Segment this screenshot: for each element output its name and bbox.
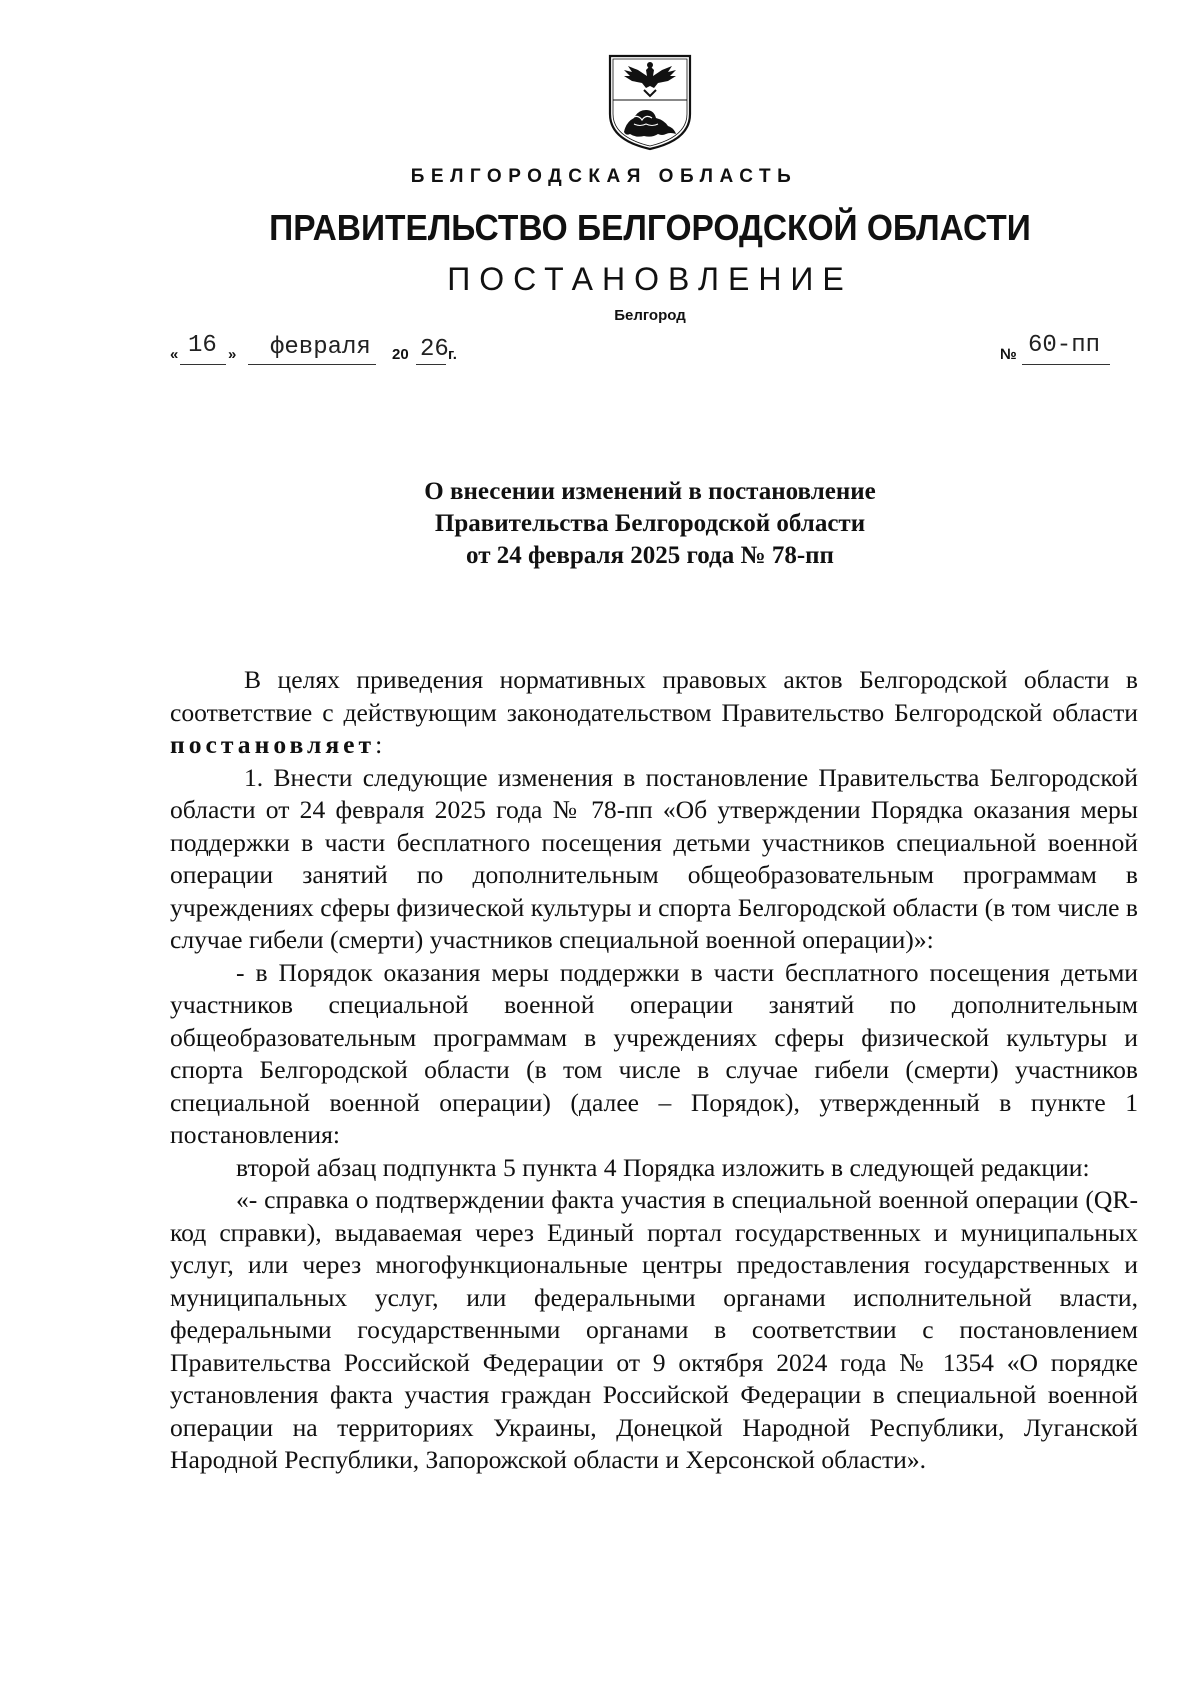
paragraph-new-text: «- справка о подтверждении факта участия в специальной военной операции (QR-код справки), выдаваемая через Единый портал государственных и муниципальных услуг, или через многофункциональные центры предоставления государственных и муниципальных услуг, или федеральными органами исполнительной власти, федеральными государственными органами в соответствии с постановлением Правительства Российской Федерации от 9 октября 2024 года № 1354 «О порядке установления факта участия граждан Российской Федерации в специальной военной операции на территориях Украины, Донецкой Народной Республики, Луганской Народной Республики, Запорожской области и Херсонской области». bbox=[170, 1185, 1138, 1474]
date-close-quote: » bbox=[228, 346, 237, 363]
date-month: февраля bbox=[270, 334, 371, 361]
number-value: 60-пп bbox=[1028, 332, 1101, 359]
paragraph-amendment: - в Порядок оказания меры поддержки в части бесплатного посещения детьми участников специальной военной операции занятий по дополнительным общеобразовательным программам в учреждениях сферы физической культуры и спорта Белгородской области (в том числе в случае гибели (смерти) участников специальной военной операции) (далее – Порядок), утвержденный в пункте 1 постановления: bbox=[170, 957, 1138, 1149]
coat-of-arms-emblem bbox=[604, 52, 696, 152]
document-body bbox=[170, 664, 1138, 1477]
title-line-2: Правительства Белгородской области bbox=[434, 510, 866, 537]
date-year-underline bbox=[416, 364, 446, 365]
number-underline bbox=[1022, 364, 1110, 365]
date-year-mark: г. bbox=[448, 346, 457, 363]
paragraph-instruction: второй абзац подпункта 5 пункта 4 Порядка изложить в следующей редакции: bbox=[236, 1152, 1090, 1182]
paragraph-preamble: В целях приведения нормативных правовых актов Белгородской области в соответствие с действующим законодательством Правительство Белгородской области постановляет: bbox=[170, 665, 1138, 759]
number-sign: № bbox=[1000, 346, 1017, 363]
date-line bbox=[170, 334, 490, 364]
region-name: БЕЛГОРОДСКАЯ ОБЛАСТЬ bbox=[410, 166, 798, 187]
date-month-underline bbox=[248, 364, 376, 365]
emphasized-word: постановляет bbox=[170, 730, 376, 759]
document-type: ПОСТАНОВЛЕНИЕ bbox=[447, 261, 853, 297]
government-name: ПРАВИТЕЛЬСТВО БЕЛГОРОДСКОЙ ОБЛАСТИ bbox=[269, 207, 1031, 248]
paragraph-item-1: 1. Внести следующие изменения в постановление Правительства Белгородской области от 24 февраля 2025 года № 78-пп «Об утверждении Порядка оказания меры поддержки в части бесплатного посещения детьми участников специальной военной операции занятий по дополнительным общеобразовательным программам в учреждениях сферы физической культуры и спорта Белгородской области (в том числе в случае гибели (смерти) участников специальной военной операции)»: bbox=[170, 762, 1138, 954]
date-year-suffix: 26 bbox=[420, 336, 449, 363]
document-title bbox=[0, 476, 1200, 572]
date-day-underline bbox=[180, 364, 226, 365]
date-open-quote: « bbox=[170, 346, 179, 363]
title-line-1: О внесении изменений в постановление bbox=[424, 478, 876, 505]
date-year-prefix: 20 bbox=[392, 346, 409, 363]
date-day: 16 bbox=[188, 332, 217, 359]
title-line-3: от 24 февраля 2025 года № 78-пп bbox=[466, 542, 834, 569]
city-name: Белгород bbox=[614, 307, 686, 324]
document-number bbox=[1000, 334, 1120, 364]
